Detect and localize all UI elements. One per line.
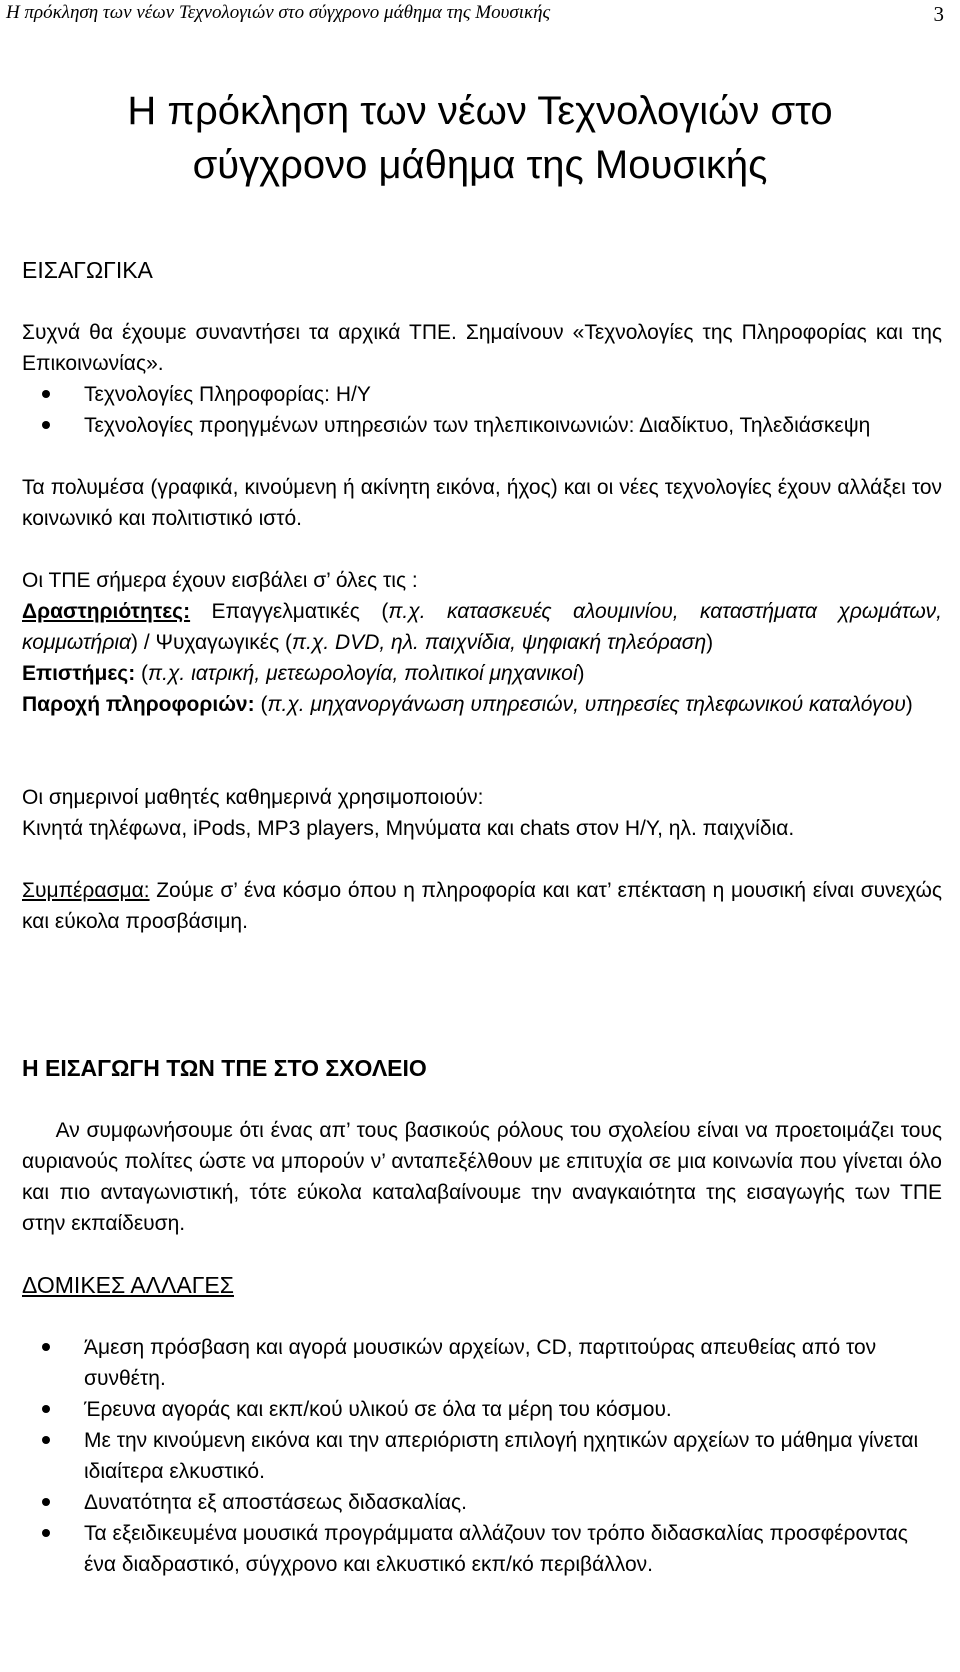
bullet-text: Δυνατότητα εξ αποστάσεως διδασκαλίας.: [84, 1491, 467, 1514]
students-line-1: Οι σημερινοί μαθητές καθημερινά χρησιμοποιούν:: [22, 786, 484, 809]
multimedia-paragraph: Τα πολυμέσα (γραφικά, κινούμενη ή ακίνητη εικόνα, ήχος) και οι νέες τεχνολογίες έχουν αλλάξει τον κοινωνικό και πολιτιστικό ιστό.: [22, 476, 942, 530]
students-line-2: Κινητά τηλέφωνα, iPods, MP3 players, Μηνύματα και chats στον Η/Υ, ηλ. παιχνίδια.: [22, 817, 795, 840]
bullet-item: [84, 1394, 944, 1425]
title-line-1: Η πρόκληση των νέων Τεχνολογιών στο: [127, 89, 833, 133]
bullet-icon: [42, 1343, 50, 1351]
bullet-item: [84, 1425, 944, 1487]
text-span: (: [135, 662, 149, 685]
text-span: ) / Ψυχαγωγικές (: [131, 631, 293, 654]
bullet-text: Με την κινούμενη εικόνα και την απεριόριστη επιλογή ηχητικών αρχείων το μάθημα γίνεται ιδιαίτερα ελκυστικό.: [84, 1429, 919, 1483]
intro-paragraph: Συχνά θα έχουμε συναντήσει τα αρχικά ΤΠΕ. Σημαίνουν «Τεχνολογίες της Πληροφορίας και της Επικοινωνίας».: [22, 321, 942, 375]
example-text: π.χ. ιατρική, μετεωρολογία, πολιτικοί μηχανικοί: [148, 662, 578, 685]
bullet-item: [84, 1518, 944, 1580]
bullet-icon: [42, 421, 50, 429]
text-span: Επαγγελματικές (: [190, 600, 389, 623]
intro-heading: ΕΙΣΑΓΩΓΙΚΑ: [22, 257, 153, 283]
conclusion-text: Ζούμε σ’ ένα κόσμο όπου η πληροφορία και κατ’ επέκταση η μουσική είναι συνεχώς και εύκολα προσβάσιμη.: [22, 879, 942, 933]
info-paragraph: [22, 689, 942, 720]
bullet-icon: [42, 1436, 50, 1444]
sciences-label: Επιστήμες:: [22, 662, 136, 685]
bullet-item: [84, 379, 944, 410]
bullet-icon: [42, 1498, 50, 1506]
text-span: (: [254, 693, 268, 716]
bullet-item: [84, 1332, 944, 1394]
text-span: ): [706, 631, 714, 654]
page-header: [6, 0, 944, 30]
activities-label: Δραστηριότητες:: [22, 600, 191, 623]
conclusion-paragraph: [22, 875, 942, 937]
example-text: π.χ. κατασκευές αλουμινίου, καταστήματα χρωμάτων, κομμωτήρια: [22, 600, 943, 654]
ict-intro-line: Οι ΤΠΕ σήμερα έχουν εισβάλει σ’ όλες τις :: [22, 569, 418, 592]
info-label: Παροχή πληροφοριών:: [22, 693, 255, 716]
bullet-text: Άμεση πρόσβαση και αγορά μουσικών αρχείων, CD, παρτιτούρας απευθείας από τον συνθέτη.: [84, 1336, 877, 1390]
running-title: Η πρόκληση των νέων Τεχνολογιών στο σύγχρονο μάθημα της Μουσικής: [6, 2, 551, 23]
section-heading-school: Η ΕΙΣΑΓΩΓΗ ΤΩΝ ΤΠΕ ΣΤΟ ΣΧΟΛΕΙΟ: [22, 1055, 427, 1081]
text-span: ): [905, 693, 913, 716]
example-text: π.χ. DVD, ηλ. παιχνίδια, ψηφιακή τηλεόραση: [292, 631, 707, 654]
section-heading-changes: ΔΟΜΙΚΕΣ ΑΛΛΑΓΕΣ: [22, 1272, 234, 1298]
school-paragraph: Αν συμφωνήσουμε ότι ένας απ’ τους βασικούς ρόλους του σχολείου είναι να προετοιμάζει τους αυριανούς πολίτες ώστε να μπορούν ν’ ανταπεξέλθουν με επιτυχία σε μια κοινωνία που γίνεται όλο και πιο ανταγωνιστική, τότε εύκολα καταλαβαίνουμε την αναγκαιότητα της εισαγωγής των ΤΠΕ στην εκπαίδευση.: [22, 1119, 942, 1235]
bullet-text: Τα εξειδικευμένα μουσικά προγράμματα αλλάζουν τον τρόπο διδασκαλίας προσφέροντας ένα διαδραστικό, σύγχρονο και ελκυστικό εκπ/κό περιβάλλον.: [84, 1522, 908, 1576]
bullet-item: [84, 410, 944, 441]
title-line-2: σύγχρονο μάθημα της Μουσικής: [192, 143, 768, 187]
bullet-text: Έρευνα αγοράς και εκπ/κού υλικού σε όλα τα μέρη του κόσμου.: [84, 1398, 672, 1421]
bullet-text: Τεχνολογίες Πληροφορίας: Η/Υ: [84, 383, 371, 406]
bullet-icon: [42, 1405, 50, 1413]
document-title: [0, 84, 960, 192]
bullet-icon: [42, 1529, 50, 1537]
text-span: ): [577, 662, 585, 685]
sciences-paragraph: [22, 658, 942, 689]
conclusion-label: Συμπέρασμα:: [22, 879, 150, 902]
activities-paragraph: [22, 596, 942, 658]
bullet-text: Τεχνολογίες προηγμένων υπηρεσιών των τηλεπικοινωνιών: Διαδίκτυο, Τηλεδιάσκεψη: [84, 414, 871, 437]
bullet-icon: [42, 390, 50, 398]
bullet-item: [84, 1487, 944, 1518]
example-text: π.χ. μηχανοργάνωση υπηρεσιών, υπηρεσίες τηλεφωνικού καταλόγου: [267, 693, 906, 716]
page-number: 3: [933, 2, 944, 26]
